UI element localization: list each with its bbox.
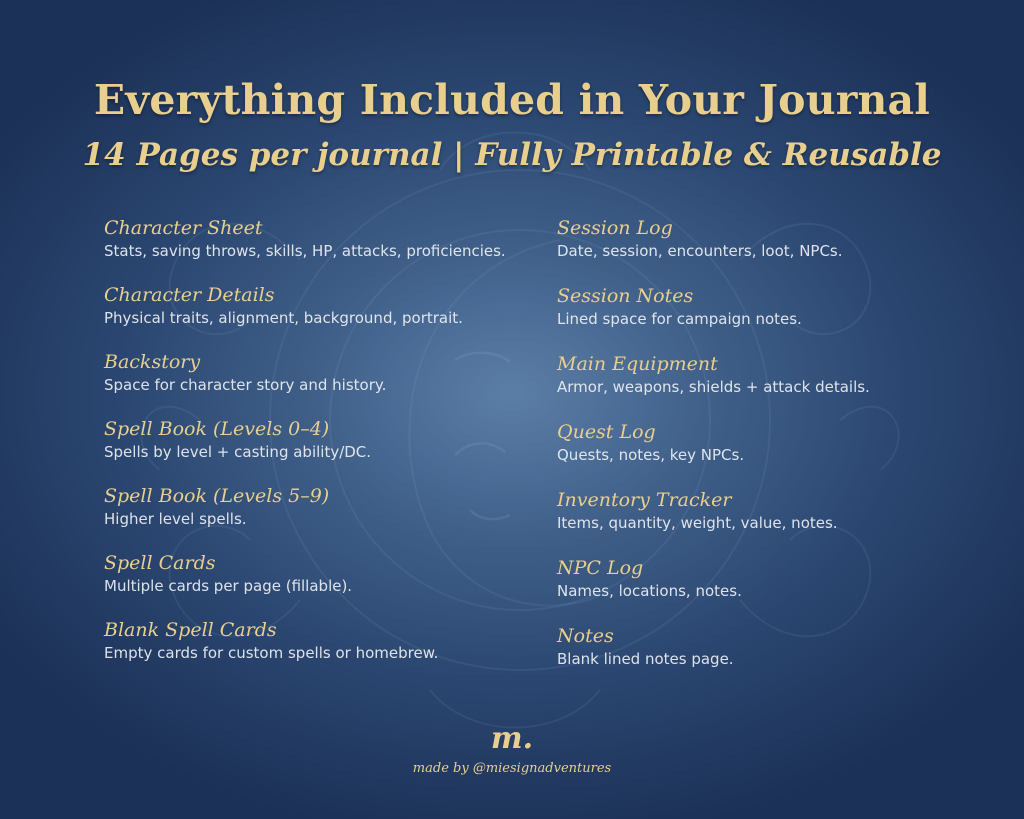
left-feature-list (104, 216, 544, 685)
list-item (104, 618, 544, 664)
page-subtitle: 14 Pages per journal | Fully Printable & Reusable (82, 137, 942, 173)
list-item (104, 417, 544, 463)
item-description: Names, locations, notes. (557, 582, 742, 600)
item-description: Spells by level + casting ability/DC. (104, 443, 372, 461)
item-title: Main Equipment (557, 353, 718, 375)
made-by-credit: made by @miesignadventures (412, 761, 612, 776)
list-item (104, 551, 544, 597)
list-item (557, 420, 997, 466)
list-item (557, 624, 997, 670)
item-description: Higher level spells. (104, 510, 247, 528)
item-title: Backstory (104, 351, 201, 373)
item-title: Character Sheet (104, 217, 263, 239)
list-item (104, 216, 544, 262)
item-title: Session Log (557, 217, 673, 239)
item-title: Quest Log (557, 421, 656, 443)
page-title: Everything Included in Your Journal (93, 76, 931, 124)
item-description: Items, quantity, weight, value, notes. (557, 514, 838, 532)
item-description: Multiple cards per page (fillable). (104, 577, 353, 595)
item-title: Character Details (104, 284, 275, 306)
m-monogram-logo-icon (484, 722, 540, 756)
item-description: Armor, weapons, shields + attack details. (557, 378, 870, 396)
list-item (557, 284, 997, 330)
item-title: Inventory Tracker (557, 489, 732, 511)
item-title: NPC Log (557, 557, 644, 579)
item-title: Blank Spell Cards (104, 619, 277, 641)
svg-text:m.: m. (490, 722, 534, 756)
item-description: Physical traits, alignment, background, portrait. (104, 309, 463, 327)
item-description: Empty cards for custom spells or homebrew. (104, 644, 439, 662)
item-description: Date, session, encounters, loot, NPCs. (557, 242, 843, 260)
item-description: Blank lined notes page. (557, 650, 734, 668)
item-title: Spell Book (Levels 5–9) (104, 485, 330, 507)
item-description: Stats, saving throws, skills, HP, attacks, proficiencies. (104, 242, 506, 260)
item-description: Lined space for campaign notes. (557, 310, 802, 328)
list-item (104, 484, 544, 530)
item-title: Session Notes (557, 285, 694, 307)
item-description: Quests, notes, key NPCs. (557, 446, 745, 464)
item-title: Notes (557, 625, 614, 647)
list-item (104, 283, 544, 329)
list-item (557, 488, 997, 534)
item-description: Space for character story and history. (104, 376, 387, 394)
list-item (557, 352, 997, 398)
list-item (557, 216, 997, 262)
right-feature-list (557, 216, 997, 692)
item-title: Spell Cards (104, 552, 216, 574)
item-title: Spell Book (Levels 0–4) (104, 418, 330, 440)
list-item (557, 556, 997, 602)
list-item (104, 350, 544, 396)
